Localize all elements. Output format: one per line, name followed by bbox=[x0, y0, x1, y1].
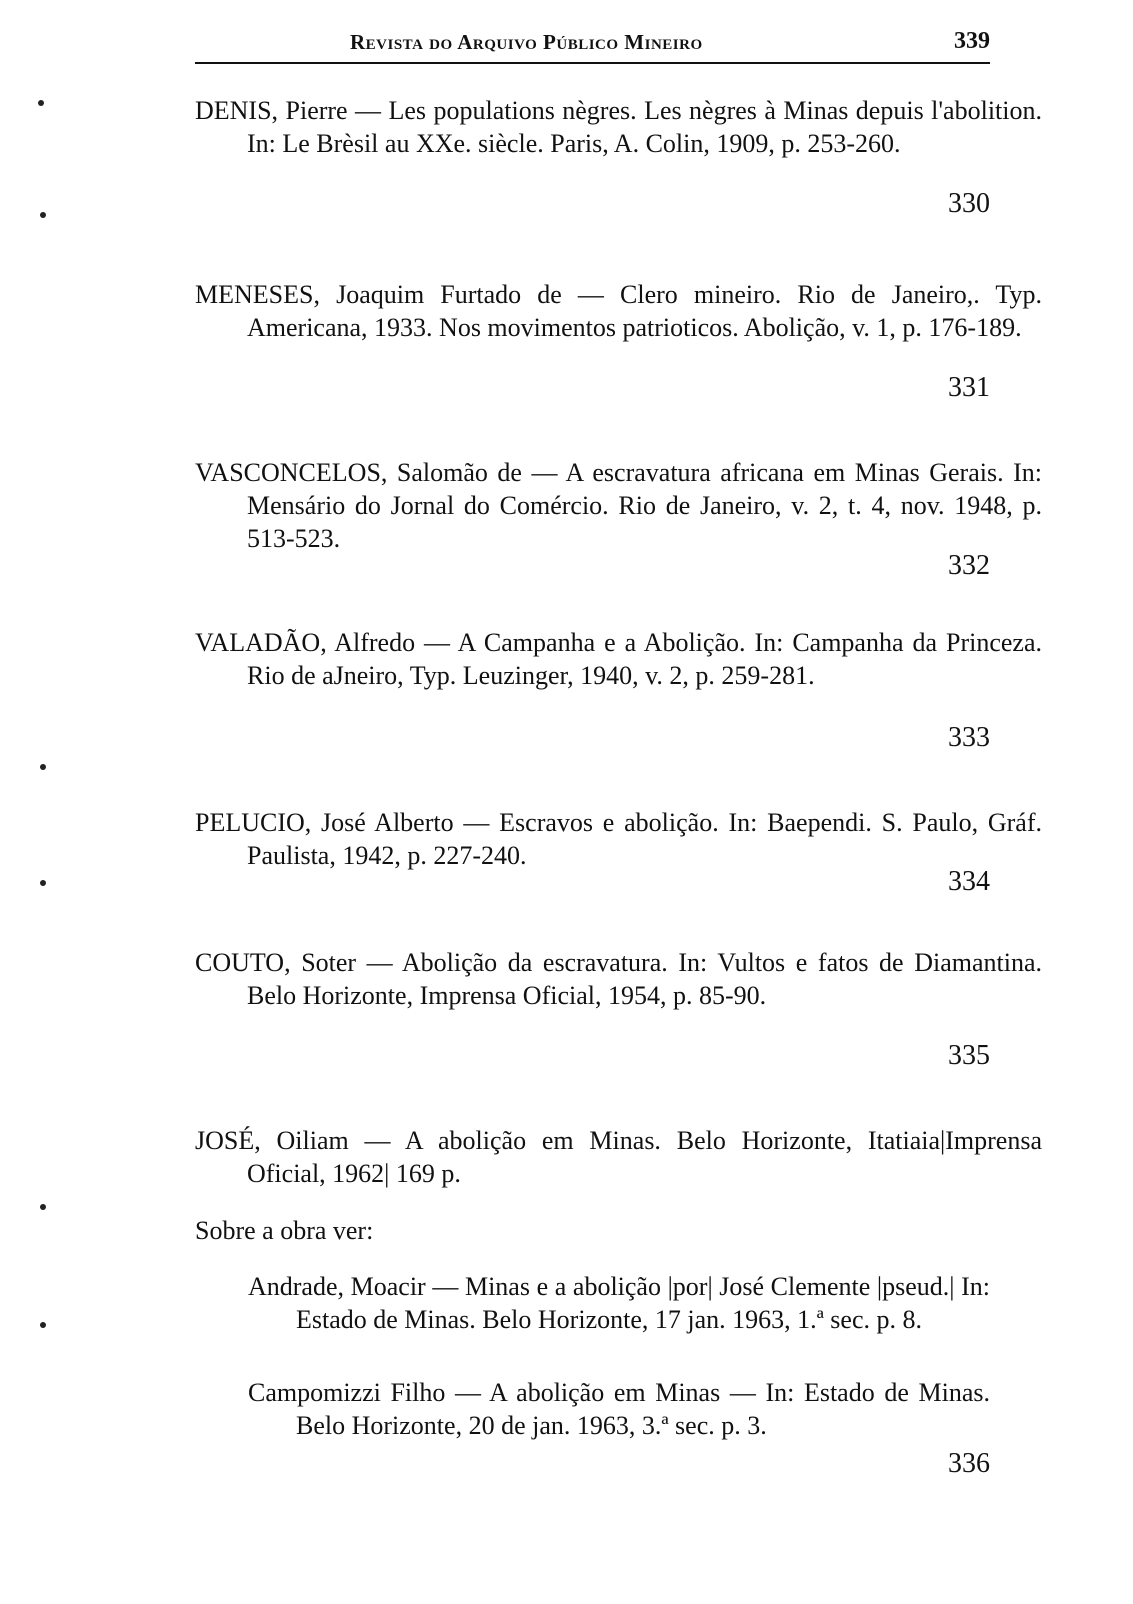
entry-text: PELUCIO, José Alberto — Escravos e abolição. In: Baependi. S. Paulo, Gráf. Paulista, 1942, p. 227-240. bbox=[195, 808, 1042, 870]
entry-number: 336 bbox=[948, 1448, 990, 1479]
entry-number: 331 bbox=[948, 372, 990, 403]
entry-text: JOSÉ, Oiliam — A abolição em Minas. Belo Horizonte, Itatiaia|Imprensa Oficial, 1962| 169 p. bbox=[195, 1126, 1042, 1188]
bibliography-entry bbox=[195, 626, 1042, 692]
entry-text: MENESES, Joaquim Furtado de — Clero mineiro. Rio de Janeiro,. Typ. Americana, 1933. Nos movimentos patrioticos. Abolição, v. 1, p. 176-189. bbox=[195, 280, 1042, 342]
page-number: 339 bbox=[954, 28, 990, 54]
entry-number: 333 bbox=[948, 722, 990, 753]
margin-dot bbox=[40, 764, 46, 770]
entry-text: COUTO, Soter — Abolição da escravatura. In: Vultos e fatos de Diamantina. Belo Horizonte, Imprensa Oficial, 1954, p. 85-90. bbox=[195, 948, 1042, 1010]
entry-text: DENIS, Pierre — Les populations nègres. Les nègres à Minas depuis l'abolition. In: Le Brèsil au XXe. siècle. Paris, A. Colin, 1909, p. 253-260. bbox=[195, 96, 1042, 158]
bibliography-entry bbox=[195, 946, 1042, 1012]
see-also-label: Sobre a obra ver: bbox=[195, 1216, 374, 1245]
margin-dot bbox=[40, 880, 46, 886]
entry-text: VALADÃO, Alfredo — A Campanha e a Abolição. In: Campanha da Princeza. Rio de aJneiro, Typ. Leuzinger, 1940, v. 2, p. 259-281. bbox=[195, 628, 1042, 690]
margin-dot bbox=[38, 100, 44, 106]
bibliography-entry bbox=[195, 806, 1042, 872]
bibliography-entry bbox=[195, 94, 1042, 160]
margin-dot bbox=[40, 1204, 46, 1210]
bibliography-entry bbox=[195, 456, 1042, 555]
entry-number: 334 bbox=[948, 866, 990, 897]
margin-dot bbox=[40, 1322, 46, 1328]
entry-number: 330 bbox=[948, 188, 990, 219]
entry-number: 335 bbox=[948, 1040, 990, 1071]
header-rule bbox=[195, 62, 990, 64]
running-header bbox=[195, 30, 990, 60]
entry-number: 332 bbox=[948, 550, 990, 581]
sub-entry: Andrade, Moacir — Minas e a abolição |por| José Clemente |pseud.| In: Estado de Minas. Belo Horizonte, 17 jan. 1963, 1.ª sec. p. 8. bbox=[248, 1272, 990, 1334]
sub-entry: Campomizzi Filho — A abolição em Minas — In: Estado de Minas. Belo Horizonte, 20 de jan. 1963, 3.ª sec. p. 3. bbox=[248, 1378, 990, 1440]
bibliography-entry bbox=[195, 278, 1042, 344]
margin-dot bbox=[40, 212, 46, 218]
entry-text: VASCONCELOS, Salomão de — A escravatura africana em Minas Gerais. In: Mensário do Jornal do Comércio. Rio de Janeiro, v. 2, t. 4, nov. 1948, p. 513-523. bbox=[195, 458, 1042, 553]
bibliography-entry bbox=[195, 1124, 1042, 1190]
journal-title: Revista do Arquivo Público Mineiro bbox=[350, 30, 703, 54]
